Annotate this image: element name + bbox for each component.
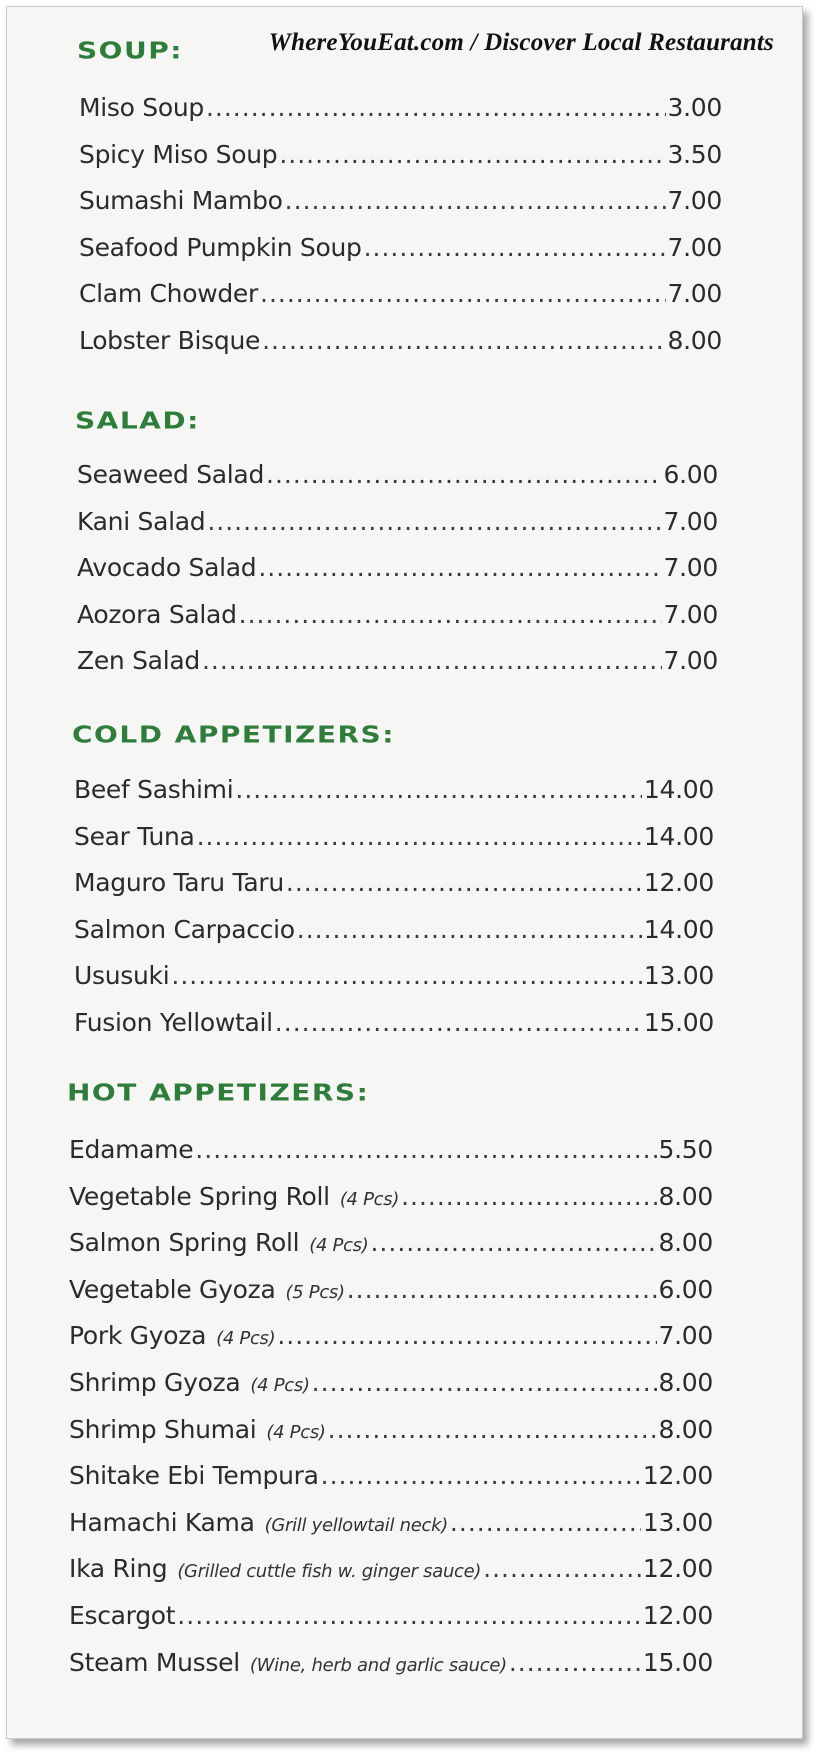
dot-leader [177,1601,641,1630]
item-note: (4 Pcs) [250,1375,310,1396]
dot-leader [364,233,666,262]
item-name: Sear Tuna [74,822,195,851]
item-price: 7.00 [667,233,722,262]
menu-item [79,279,722,315]
dot-leader [239,600,662,629]
item-price: 7.00 [663,600,718,629]
item-price: 3.50 [667,140,722,169]
menu-item [77,600,718,636]
item-price: 12.00 [642,1601,713,1630]
section-title-cold: COLD APPETIZERS: [72,721,395,749]
item-name: Avocado Salad [77,553,257,582]
dot-leader [285,186,666,215]
dot-leader [279,140,665,169]
item-note: (Wine, herb and garlic sauce) [249,1655,507,1676]
dot-leader [258,553,661,582]
item-price: 7.00 [663,646,718,675]
dot-leader [286,868,642,897]
item-note: (4 Pcs) [266,1422,326,1443]
menu-item [69,1601,713,1637]
dot-leader [347,1275,657,1304]
dot-leader [171,961,642,990]
item-price: 8.00 [658,1182,713,1211]
item-name: Salmon Spring Roll [69,1228,300,1257]
item-price: 12.00 [642,1461,713,1490]
item-price: 6.00 [658,1275,713,1304]
dot-leader [297,915,642,944]
menu-item [69,1648,713,1684]
menu-item [74,1008,714,1044]
item-name: Lobster Bisque [79,326,261,355]
dot-leader [401,1182,656,1211]
item-price: 8.00 [658,1415,713,1444]
item-price: 14.00 [643,915,714,944]
item-name: Edamame [69,1135,194,1164]
item-price: 15.00 [643,1008,714,1037]
menu-item [77,646,718,682]
menu-item [74,915,714,951]
item-price: 3.00 [667,93,722,122]
item-name: Sumashi Mambo [79,186,283,215]
item-name: Escargot [69,1601,176,1630]
dot-leader [197,822,642,851]
item-price: 15.00 [642,1648,713,1677]
item-name: Kani Salad [77,507,206,536]
item-name: Hamachi Kama [69,1508,255,1537]
item-note: (Grilled cuttle fish w. ginger sauce) [177,1561,482,1582]
item-name: Vegetable Spring Roll [69,1182,330,1211]
menu-item [69,1135,713,1171]
dot-leader [275,1008,642,1037]
item-price: 7.00 [663,553,718,582]
menu-item [79,233,722,269]
menu-item [69,1415,713,1451]
section-title-salad: SALAD: [75,407,200,435]
dot-leader [483,1554,641,1583]
item-name: Pork Gyoza [69,1321,207,1350]
item-price: 8.00 [658,1368,713,1397]
dot-leader [202,646,662,675]
item-name: Maguro Taru Taru [74,868,284,897]
dot-leader [195,1135,656,1164]
dot-leader [260,279,666,308]
dot-leader [235,775,642,804]
menu-item [69,1508,713,1544]
item-price: 13.00 [642,1508,713,1537]
item-name: Spicy Miso Soup [79,140,278,169]
dot-leader [206,93,666,122]
menu-item [77,507,718,543]
item-price: 7.00 [667,186,722,215]
menu-item [77,553,718,589]
section-title-soup: SOUP: [77,37,183,65]
item-name: Miso Soup [79,93,204,122]
item-name: Salmon Carpaccio [74,915,295,944]
item-name: Shitake Ebi Tempura [69,1461,319,1490]
menu-item [74,961,714,997]
menu-page [6,6,803,1739]
menu-item [69,1554,713,1590]
item-price: 12.00 [642,1554,713,1583]
item-note: (5 Pcs) [285,1282,345,1303]
item-price: 5.50 [658,1135,713,1164]
dot-leader [328,1415,657,1444]
menu-item [79,186,722,222]
menu-item [69,1228,713,1264]
item-price: 6.00 [663,460,718,489]
menu-item [74,775,714,811]
item-price: 14.00 [643,775,714,804]
item-note: (4 Pcs) [216,1328,276,1349]
section-title-hot: HOT APPETIZERS: [67,1079,370,1107]
item-name: Clam Chowder [79,279,258,308]
item-price: 8.00 [667,326,722,355]
dot-leader [312,1368,657,1397]
menu-item [74,868,714,904]
item-price: 7.00 [667,279,722,308]
menu-item [69,1182,713,1218]
item-name: Vegetable Gyoza [69,1275,276,1304]
menu-item [79,326,722,362]
item-price: 12.00 [643,868,714,897]
menu-item [69,1368,713,1404]
menu-item [69,1321,713,1357]
dot-leader [370,1228,656,1257]
dot-leader [450,1508,641,1537]
item-name: Ika Ring [69,1554,168,1583]
dot-leader [277,1321,656,1350]
menu-item [69,1461,713,1497]
watermark-text: WhereYouEat.com / Discover Local Restaurants [268,29,774,56]
dot-leader [207,507,661,536]
item-price: 7.00 [663,507,718,536]
item-name: Ususuki [74,961,170,990]
item-price: 7.00 [658,1321,713,1350]
item-note: (4 Pcs) [309,1235,369,1256]
item-name: Seaweed Salad [77,460,265,489]
menu-item [69,1275,713,1311]
item-price: 8.00 [658,1228,713,1257]
dot-leader [262,326,665,355]
dot-leader [266,460,662,489]
menu-item [77,460,718,496]
item-name: Zen Salad [77,646,200,675]
item-name: Shrimp Shumai [69,1415,257,1444]
item-name: Beef Sashimi [74,775,234,804]
item-name: Fusion Yellowtail [74,1008,273,1037]
item-name: Seafood Pumpkin Soup [79,233,362,262]
item-name: Steam Mussel [69,1648,240,1677]
item-note: (Grill yellowtail neck) [264,1515,448,1536]
item-price: 14.00 [643,822,714,851]
item-note: (4 Pcs) [339,1189,400,1210]
menu-item [79,93,722,129]
dot-leader [321,1461,641,1490]
menu-item [74,822,714,858]
item-price: 13.00 [643,961,714,990]
item-name: Shrimp Gyoza [69,1368,241,1397]
dot-leader [509,1648,641,1677]
menu-item [79,140,722,176]
item-name: Aozora Salad [77,600,237,629]
